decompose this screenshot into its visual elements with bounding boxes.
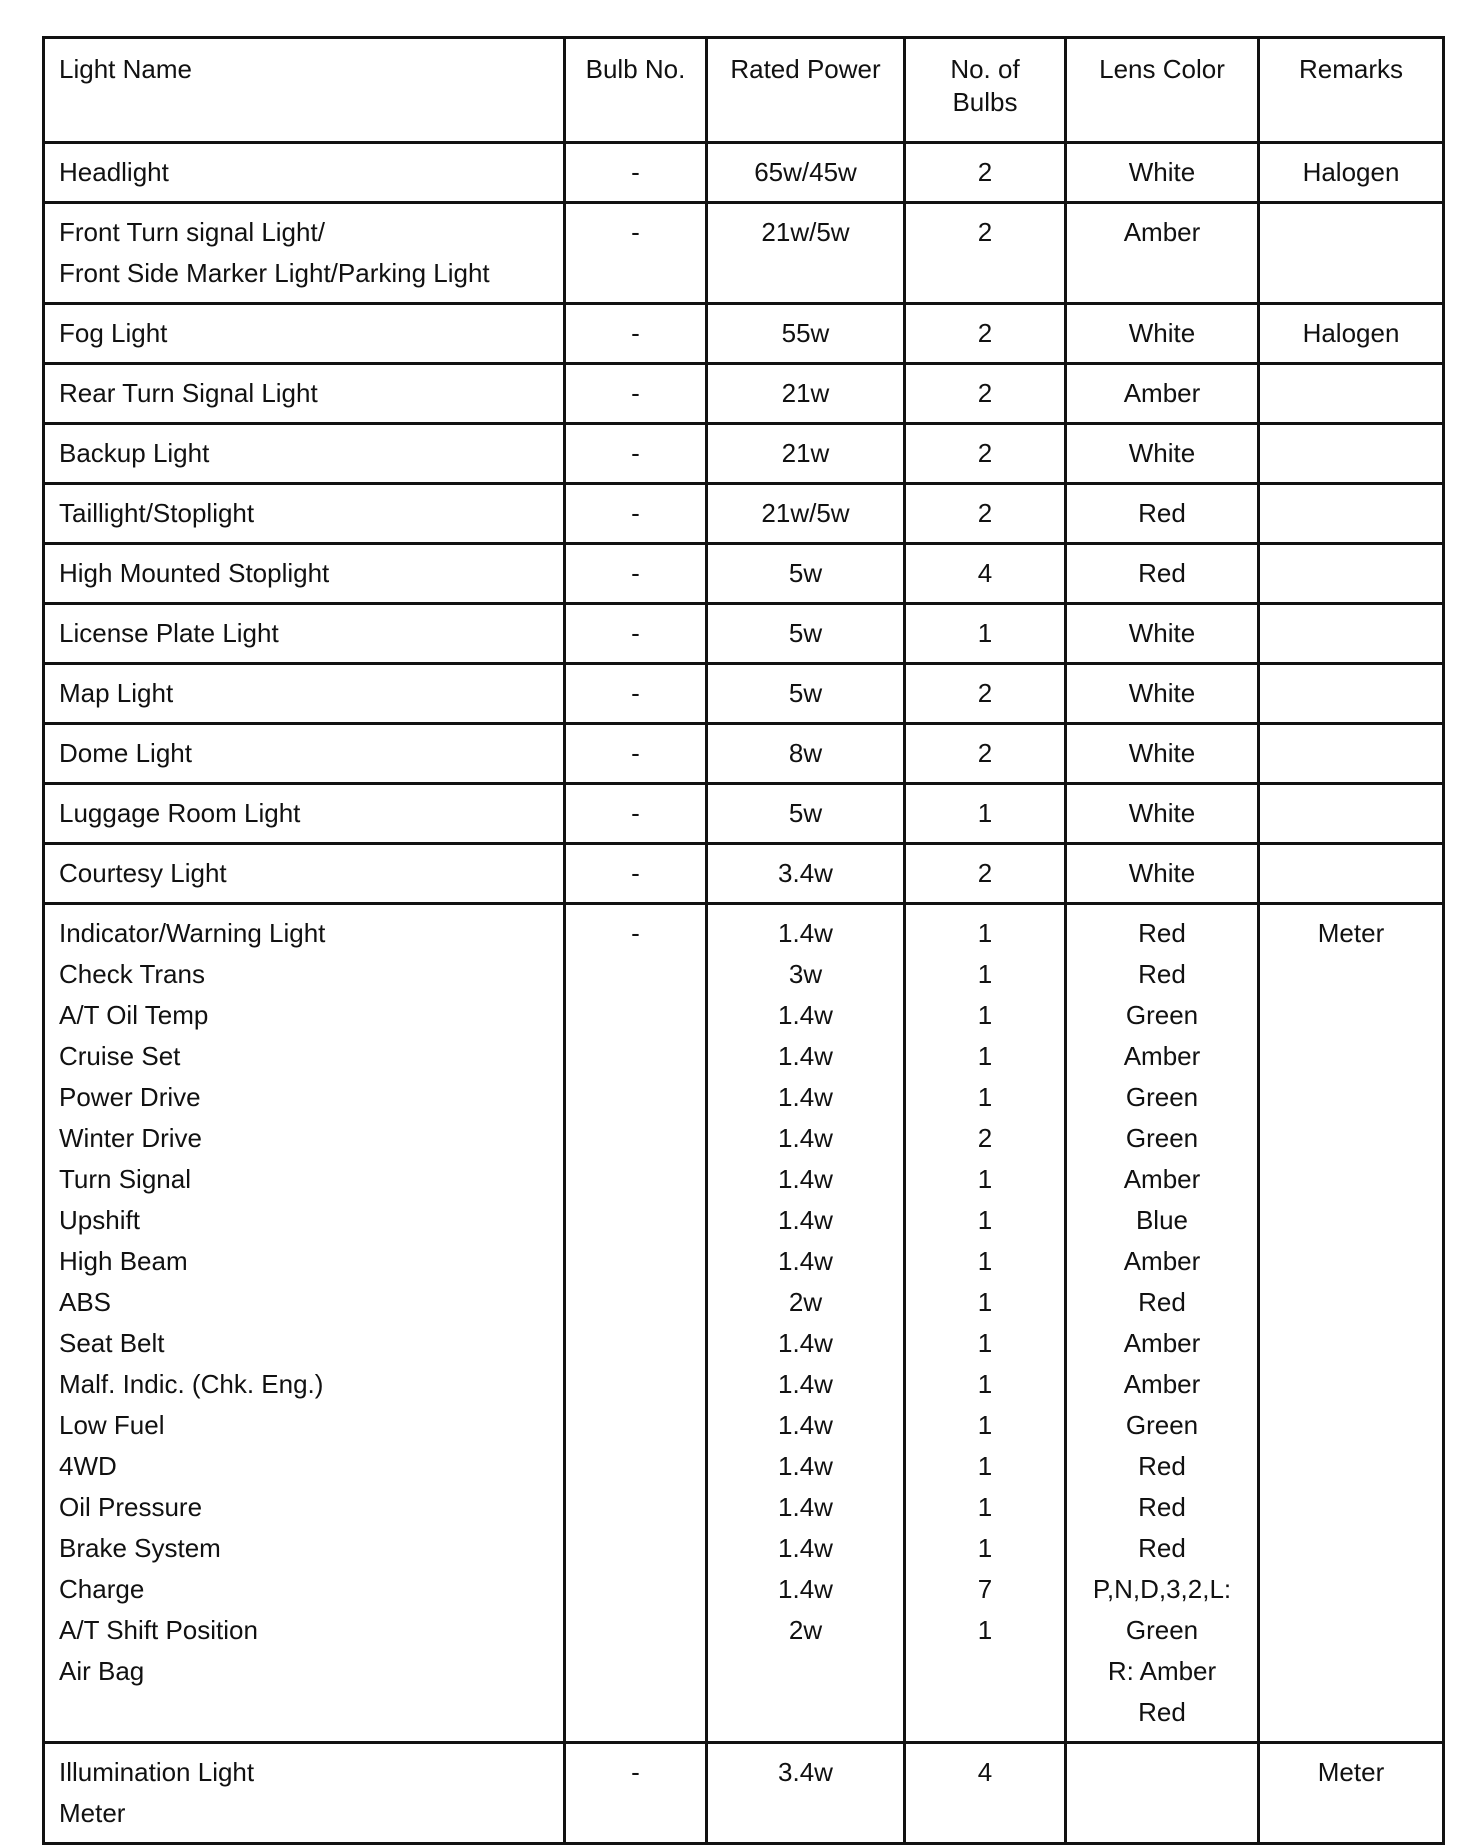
table-row	[44, 424, 1444, 484]
cell-name-line: Front Side Marker Light/Parking Light	[59, 258, 490, 288]
cell-name-line: Low Fuel	[59, 1410, 165, 1440]
cell-lens-line: Red	[1138, 959, 1186, 989]
cell-power-line: 3w	[788, 959, 823, 989]
cell-count	[905, 364, 1066, 424]
cell-power-line: 5w	[788, 618, 823, 648]
cell-name	[44, 724, 565, 784]
cell-count-line: 1	[977, 1287, 993, 1317]
cell-remarks: Meter	[1259, 904, 1444, 1743]
cell-count	[905, 424, 1066, 484]
cell-power	[707, 203, 905, 304]
cell-lens-line: Green	[1125, 1123, 1199, 1153]
cell-lens-line: Amber	[1123, 1164, 1201, 1194]
cell-name	[44, 364, 565, 424]
cell-name-line: Indicator/Warning Light	[59, 918, 326, 948]
cell-count	[905, 904, 1066, 1743]
cell-power-line: 21w/5w	[761, 217, 850, 247]
cell-power-line: 5w	[788, 678, 823, 708]
cell-power	[707, 664, 905, 724]
cell-name-line: Upshift	[59, 1205, 140, 1235]
header-remarks: Remarks	[1259, 38, 1444, 143]
cell-bulb: -	[565, 844, 707, 904]
cell-count-line: 2	[977, 498, 993, 528]
cell-power-line: 8w	[788, 738, 823, 768]
cell-power	[707, 484, 905, 544]
cell-bulb: -	[565, 304, 707, 364]
cell-lens-line: Amber	[1123, 1328, 1201, 1358]
table-body	[44, 143, 1444, 1844]
cell-count	[905, 1743, 1066, 1844]
cell-name-line: Fog Light	[59, 318, 168, 348]
cell-lens-line: Red	[1138, 1533, 1186, 1563]
cell-power-line: 1.4w	[778, 1328, 833, 1358]
cell-lens-line: R: Amber	[1107, 1656, 1217, 1686]
cell-lens-line: White	[1128, 798, 1196, 828]
cell-bulb: -	[565, 664, 707, 724]
cell-name	[44, 143, 565, 203]
cell-power-line: 1.4w	[778, 1492, 833, 1522]
cell-name-line: Cruise Set	[59, 1041, 181, 1071]
cell-power-line: 1.4w	[778, 1451, 833, 1481]
cell-lens-line: Green	[1125, 1410, 1199, 1440]
table-row	[44, 304, 1444, 364]
cell-count	[905, 304, 1066, 364]
cell-power	[707, 424, 905, 484]
cell-power-line: 1.4w	[778, 1410, 833, 1440]
cell-count	[905, 203, 1066, 304]
table-row	[44, 724, 1444, 784]
cell-name-line: Luggage Room Light	[59, 798, 301, 828]
cell-remarks	[1259, 784, 1444, 844]
cell-power-line: 5w	[788, 798, 823, 828]
cell-count-line: 2	[977, 858, 993, 888]
cell-remarks	[1259, 364, 1444, 424]
cell-count-line: 2	[977, 157, 993, 187]
cell-name-line: Map Light	[59, 678, 174, 708]
cell-lens	[1066, 544, 1259, 604]
cell-lens-line: Red	[1138, 1697, 1186, 1727]
cell-remarks	[1259, 844, 1444, 904]
cell-lens-line: Amber	[1123, 1246, 1201, 1276]
cell-name	[44, 784, 565, 844]
cell-remarks: Halogen	[1259, 304, 1444, 364]
cell-count	[905, 604, 1066, 664]
cell-count-line: 1	[977, 798, 993, 828]
cell-lens	[1066, 143, 1259, 203]
cell-power-line: 1.4w	[778, 1205, 833, 1235]
cell-lens-line: White	[1128, 157, 1196, 187]
cell-name	[44, 904, 565, 1743]
cell-count-line: 2	[977, 378, 993, 408]
cell-count-line: 1	[977, 1000, 993, 1030]
cell-power-line: 3.4w	[778, 1757, 833, 1787]
cell-name-line: Power Drive	[59, 1082, 201, 1112]
cell-power	[707, 784, 905, 844]
cell-bulb: -	[565, 143, 707, 203]
cell-count-line: 2	[977, 217, 993, 247]
cell-name-line: ABS	[59, 1287, 112, 1317]
cell-lens	[1066, 724, 1259, 784]
cell-bulb: -	[565, 424, 707, 484]
cell-name-line: Headlight	[59, 157, 169, 187]
cell-power	[707, 364, 905, 424]
cell-name-line: License Plate Light	[59, 618, 279, 648]
cell-power-line: 65w/45w	[754, 157, 857, 187]
cell-remarks	[1259, 604, 1444, 664]
cell-name-line: Dome Light	[59, 738, 192, 768]
cell-name	[44, 1743, 565, 1844]
cell-lens-line: Red	[1138, 1287, 1186, 1317]
cell-lens-line: White	[1128, 738, 1196, 768]
cell-lens-line: Red	[1138, 498, 1186, 528]
cell-count	[905, 664, 1066, 724]
cell-lens-line: Amber	[1123, 378, 1201, 408]
cell-lens-line: White	[1128, 618, 1196, 648]
cell-lens	[1066, 664, 1259, 724]
cell-bulb: -	[565, 544, 707, 604]
cell-name	[44, 664, 565, 724]
cell-name-line: Check Trans	[59, 959, 205, 989]
cell-name-line: Meter	[59, 1798, 126, 1828]
cell-lens-line: Green	[1125, 1000, 1199, 1030]
cell-name-line: Taillight/Stoplight	[59, 498, 255, 528]
table-row	[44, 484, 1444, 544]
cell-count-line: 1	[977, 1451, 993, 1481]
header-no-of-bulbs	[905, 38, 1066, 143]
cell-lens	[1066, 304, 1259, 364]
table-row	[44, 844, 1444, 904]
cell-bulb: -	[565, 203, 707, 304]
table-row	[44, 544, 1444, 604]
cell-power	[707, 904, 905, 1743]
cell-name	[44, 604, 565, 664]
cell-power-line: 5w	[788, 558, 823, 588]
cell-lens-line: Blue	[1135, 1205, 1189, 1235]
cell-bulb: -	[565, 364, 707, 424]
cell-count-line: 1	[977, 959, 993, 989]
cell-lens-line: Red	[1138, 1492, 1186, 1522]
cell-power-line: 1.4w	[778, 918, 833, 948]
cell-name-line: Front Turn signal Light/	[59, 217, 325, 247]
cell-count-line: 1	[977, 1246, 993, 1276]
cell-count-line: 2	[977, 438, 993, 468]
cell-power-line: 3.4w	[778, 858, 833, 888]
cell-name	[44, 203, 565, 304]
cell-power-line: 1.4w	[778, 1369, 833, 1399]
cell-count-line: 4	[977, 1757, 993, 1787]
header-lens-color: Lens Color	[1066, 38, 1259, 143]
cell-power	[707, 544, 905, 604]
cell-count-line: 1	[977, 1041, 993, 1071]
header-no-of-bulbs-text: No. of Bulbs	[950, 54, 1020, 117]
cell-name	[44, 844, 565, 904]
cell-name-line: Charge	[59, 1574, 145, 1604]
cell-power	[707, 844, 905, 904]
table-row	[44, 604, 1444, 664]
cell-lens-line: White	[1128, 438, 1196, 468]
cell-bulb: -	[565, 784, 707, 844]
cell-name-line: Air Bag	[59, 1656, 145, 1686]
cell-remarks	[1259, 664, 1444, 724]
cell-power-line: 21w/5w	[761, 498, 850, 528]
cell-count-line: 2	[977, 678, 993, 708]
cell-lens-line: White	[1128, 678, 1196, 708]
cell-power	[707, 604, 905, 664]
cell-power-line: 21w	[781, 438, 830, 468]
cell-count-line: 1	[977, 918, 993, 948]
cell-count	[905, 143, 1066, 203]
cell-count	[905, 784, 1066, 844]
cell-remarks	[1259, 724, 1444, 784]
table-row	[44, 143, 1444, 203]
cell-lens	[1066, 203, 1259, 304]
cell-bulb: -	[565, 724, 707, 784]
cell-lens	[1066, 484, 1259, 544]
cell-lens-line: Amber	[1123, 1041, 1201, 1071]
cell-name-line: A/T Shift Position	[59, 1615, 258, 1645]
cell-lens	[1066, 424, 1259, 484]
cell-lens-line: Amber	[1123, 1369, 1201, 1399]
cell-name-line: Seat Belt	[59, 1328, 165, 1358]
cell-count-line: 1	[977, 1410, 993, 1440]
cell-count-line: 2	[977, 318, 993, 348]
cell-lens	[1066, 904, 1259, 1743]
cell-count	[905, 544, 1066, 604]
cell-remarks	[1259, 544, 1444, 604]
cell-power-line: 1.4w	[778, 1041, 833, 1071]
cell-name	[44, 484, 565, 544]
cell-name-line: High Mounted Stoplight	[59, 558, 330, 588]
cell-count-line: 1	[977, 1492, 993, 1522]
cell-lens-line: White	[1128, 318, 1196, 348]
cell-name-line: Oil Pressure	[59, 1492, 203, 1522]
cell-bulb: -	[565, 604, 707, 664]
cell-count-line: 1	[977, 1615, 993, 1645]
cell-count-line: 1	[977, 1533, 993, 1563]
header-rated-power: Rated Power	[707, 38, 905, 143]
cell-power-line: 1.4w	[778, 1082, 833, 1112]
header-bulb-no: Bulb No.	[565, 38, 707, 143]
cell-count-line: 1	[977, 1205, 993, 1235]
cell-remarks	[1259, 203, 1444, 304]
cell-count	[905, 724, 1066, 784]
table-row	[44, 664, 1444, 724]
cell-name	[44, 424, 565, 484]
cell-count-line: 1	[977, 1369, 993, 1399]
cell-power-line: 55w	[781, 318, 830, 348]
cell-remarks	[1259, 424, 1444, 484]
cell-power-line: 1.4w	[778, 1000, 833, 1030]
cell-lens-line: Amber	[1123, 217, 1201, 247]
table-row	[44, 904, 1444, 1743]
header-light-name: Light Name	[44, 38, 565, 143]
cell-name-line: High Beam	[59, 1246, 188, 1276]
cell-name-line: Brake System	[59, 1533, 221, 1563]
table-row	[44, 784, 1444, 844]
cell-count-line: 4	[977, 558, 993, 588]
cell-remarks: Meter	[1259, 1743, 1444, 1844]
table-row	[44, 1743, 1444, 1844]
cell-lens-line: Red	[1138, 1451, 1186, 1481]
cell-lens-line: Red	[1138, 918, 1186, 948]
cell-lens	[1066, 1743, 1259, 1844]
cell-lens	[1066, 784, 1259, 844]
cell-power-line: 1.4w	[778, 1533, 833, 1563]
cell-power-line: 1.4w	[778, 1123, 833, 1153]
cell-lens-line: Green	[1125, 1615, 1199, 1645]
cell-lens-line: Red	[1138, 558, 1186, 588]
cell-remarks	[1259, 484, 1444, 544]
cell-power-line: 21w	[781, 378, 830, 408]
cell-name	[44, 304, 565, 364]
cell-remarks: Halogen	[1259, 143, 1444, 203]
cell-count-line: 1	[977, 1164, 993, 1194]
cell-lens	[1066, 364, 1259, 424]
cell-bulb: -	[565, 484, 707, 544]
header-row	[44, 38, 1444, 143]
cell-name-line: Courtesy Light	[59, 858, 227, 888]
table-row	[44, 364, 1444, 424]
cell-lens-line: P,N,D,3,2,L:	[1092, 1574, 1232, 1604]
cell-lens-line	[1067, 1752, 1257, 1793]
cell-power	[707, 304, 905, 364]
cell-lens-line: White	[1128, 858, 1196, 888]
cell-power-line: 2w	[788, 1615, 823, 1645]
cell-count-line: 2	[977, 738, 993, 768]
cell-count	[905, 484, 1066, 544]
cell-name-line: Winter Drive	[59, 1123, 203, 1153]
table-row	[44, 203, 1444, 304]
cell-count-line: 2	[977, 1123, 993, 1153]
cell-name-line: A/T Oil Temp	[59, 1000, 209, 1030]
cell-power-line: 1.4w	[778, 1164, 833, 1194]
cell-power	[707, 143, 905, 203]
cell-power-line: 2w	[788, 1287, 823, 1317]
cell-lens-line: Green	[1125, 1082, 1199, 1112]
cell-count	[905, 844, 1066, 904]
cell-name-line: Illumination Light	[59, 1757, 255, 1787]
cell-name-line: Malf. Indic. (Chk. Eng.)	[59, 1369, 324, 1399]
cell-count-line: 1	[977, 618, 993, 648]
cell-power-line: 1.4w	[778, 1574, 833, 1604]
cell-name-line: Backup Light	[59, 438, 210, 468]
cell-power-line: 1.4w	[778, 1246, 833, 1276]
cell-bulb: -	[565, 1743, 707, 1844]
cell-count-line: 7	[977, 1574, 993, 1604]
cell-name	[44, 544, 565, 604]
cell-name-line: Rear Turn Signal Light	[59, 378, 318, 408]
cell-count-line: 1	[977, 1328, 993, 1358]
cell-count-line: 1	[977, 1082, 993, 1112]
bulb-spec-table	[42, 36, 1445, 1845]
cell-lens	[1066, 844, 1259, 904]
cell-power	[707, 1743, 905, 1844]
cell-bulb: -	[565, 904, 707, 1743]
cell-lens	[1066, 604, 1259, 664]
cell-name-line: 4WD	[59, 1451, 117, 1481]
cell-power	[707, 724, 905, 784]
cell-name-line: Turn Signal	[59, 1164, 191, 1194]
